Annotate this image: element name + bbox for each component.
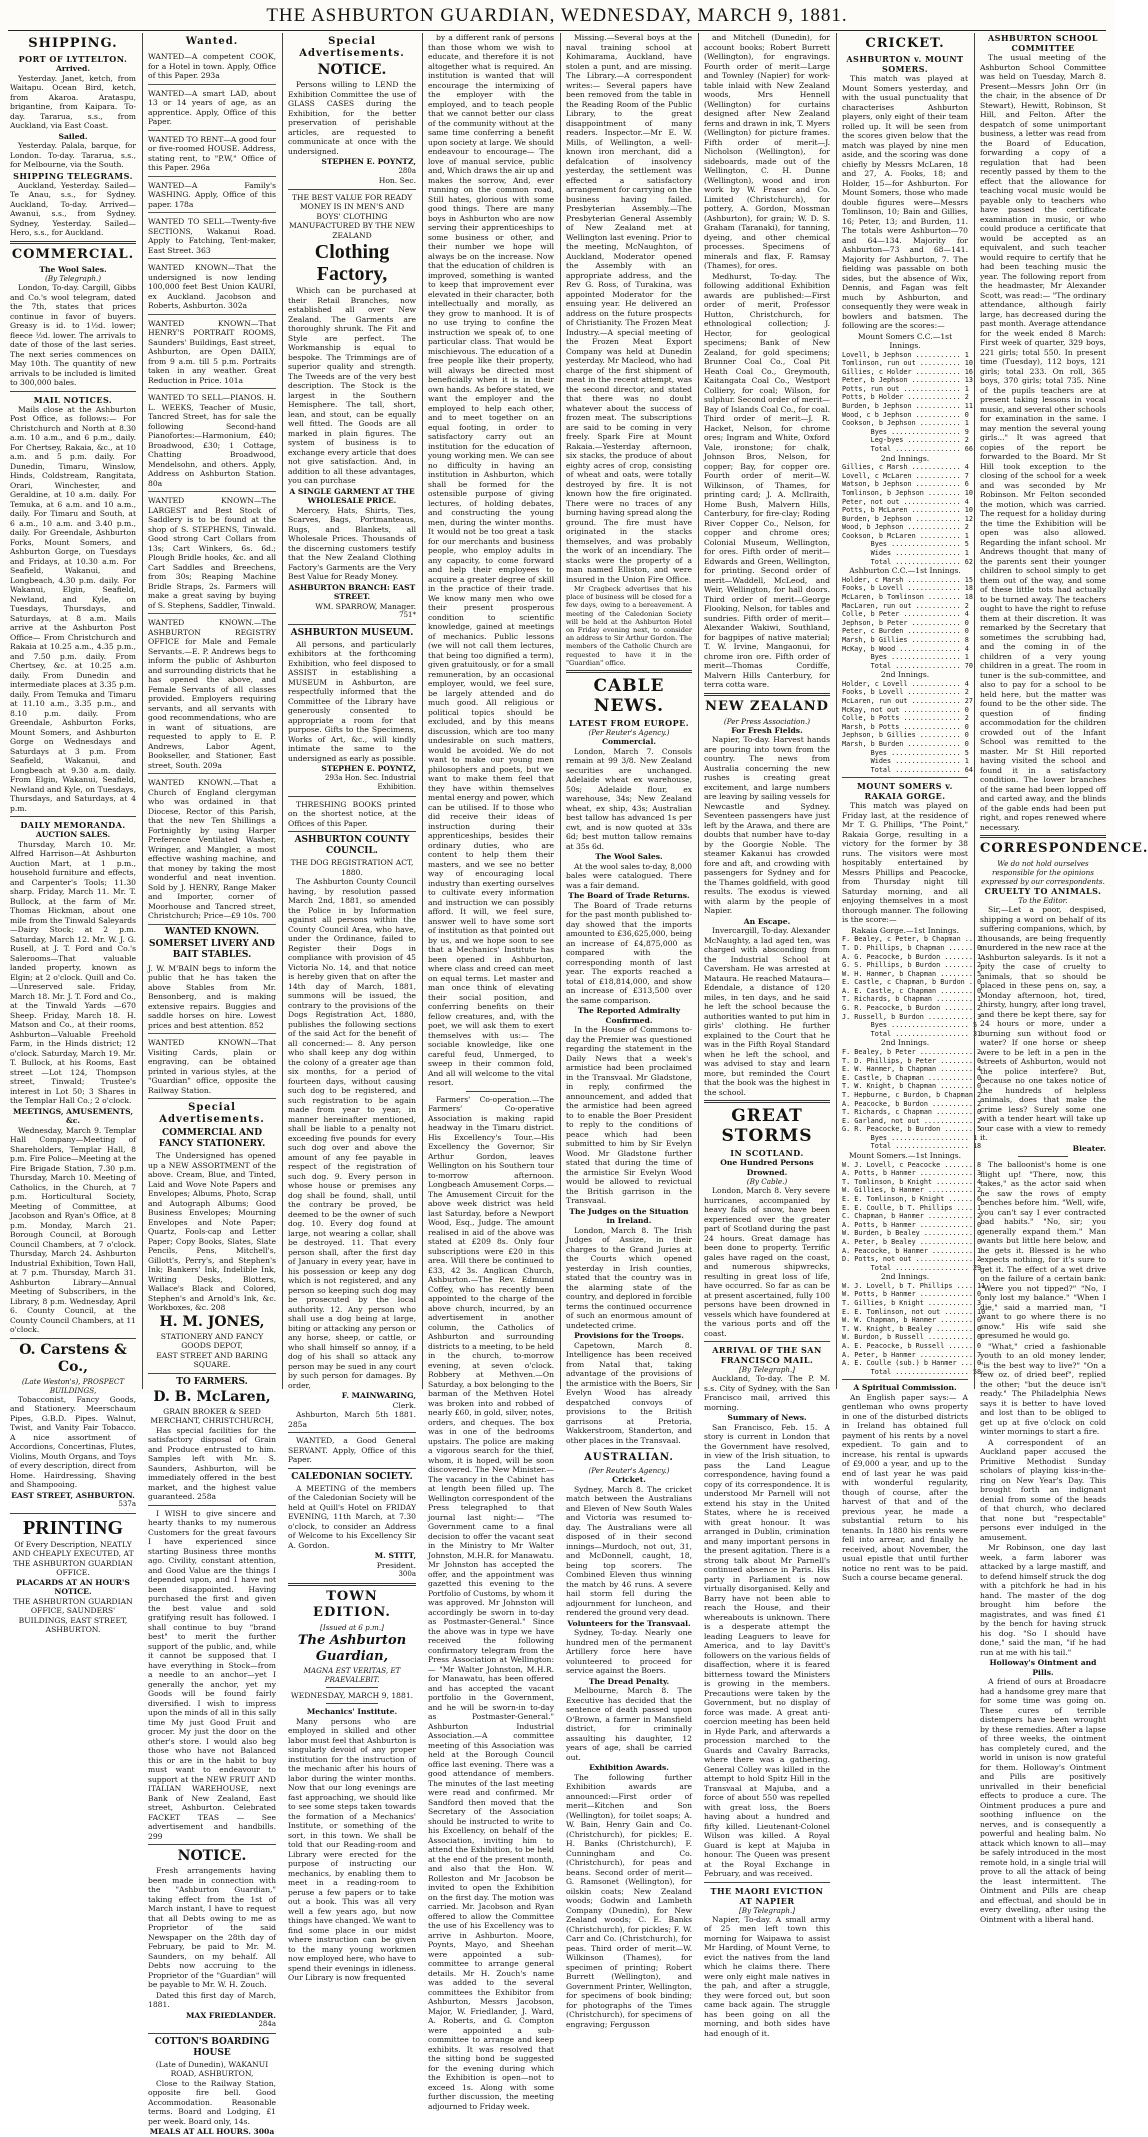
armistice-heading: The Reported Admiralty Confirmed. (577, 1006, 681, 1025)
masthead: THE ASHBURTON GUARDIAN, WEDNESDAY, MARCH 9, 1881. (266, 5, 848, 26)
divider (704, 693, 830, 696)
cruelty-text: Sir,—Let a poor, despised, shipping a word on behalf of its suffering companions, which, by thousands, are being frequently murdered in the new race at the Ashburton saleyards. Is it not a pity the case of cruelty to animals, that so should be placed in these pens on, say, a Monday afternoon, hot, tired, thirsty, hungry, after long travel, and there be kept there, say for 24 hours or more, under a burning sun without food or water? If one horse or sheep were to be left in a pen in the streets of Ashburton, would not the police interfere? But, because no one takes notice of the hundreds of helpless animals, does that make the crime less? Surely some one with a tender heart will take up our case with a view to remedy it. (980, 905, 1106, 1142)
divider (604, 1448, 654, 1449)
stationery-title: COMMERCIAL AND FANCY STATIONERY. (158, 1128, 266, 1149)
divider (842, 1379, 968, 1380)
clothing-factory-text: Which can be purchased at their Retail Branches, now established all over New Zealand. The Garments are thoroughly shrunk. The Fit and Style are perfect. The Workmanship is equal to bespoke. The Trimmings are of superior quality and strength. The Tweeds are of the very best description. The Stock is the largest in the Southern Hemisphere. The tall, short, lean, and stout, can be equally well fitted. The Goods are all marked in plain figures. The system of business is to exchange every article that does not give satisfaction. And, in addition to all these advantages, you can purchase (288, 286, 416, 485)
county-council-sub: THE DOG REGISTRATION ACT, 1880. (290, 858, 414, 877)
paper-title: The Ashburton Guardian, (297, 1632, 407, 1664)
meetings-heading: MEETINGS, AMUSEMENTS, &c. (13, 1106, 133, 1125)
notice-text: Fresh arrangements having been made in connection with the "Ashburton Guardian," taking effect from the 1st of March instant, I have to request that all Debts owing to me as Proprietor of the said Newspaper on the 28th day of February, be paid to Mr. M. Saunders, on my behalf. All Debts now accruing to the Proprietor of the "Guardian" will be payable to Mr. W. H. Zouch. (148, 1866, 276, 1989)
commercial-heading: COMMERCIAL. (11, 246, 135, 262)
caledonian-text: A MEETING of the members of the Caledonian Society will be held at Quill's Hotel on FRIDAY EVENING, 11th March, at 7.30 o'clock, to consider an Address of Welcome to his Excellency Sir A. Gordon. (288, 1483, 416, 1550)
paper-date: WEDNESDAY, MARCH 9, 1881. (290, 1690, 414, 1700)
mail-arrival-text: Auckland, To-day. The P. M. s.s. City of Sydney, with the San Francisco mail, arrived this morning. (704, 1374, 830, 1412)
fresh-fields-heading: For Fresh Fields. (731, 725, 803, 735)
classified-ad: WANTED KNOWN.—That a Church of England clergyman who was ordained in that Diocese, Rector of this Parish, that the new Ten Shillings a Fortnightly by using Harper Preference Ventilated Washer, Wringer, and Mangler, a most effective washing machine, and that money by taking the most wonderful and neat invention. Sold by J. HENRY, Range Maker and Importer, corner of Moorhouse and Tancred street, Christchurch; Price—£9 10s. 700 (148, 776, 276, 925)
holloway-heading: Holloway's Ointment and Pills. (989, 1658, 1097, 1677)
divider (326, 1703, 377, 1704)
glass-cases-signature: STEPHEN E. POYNTZ, (321, 157, 416, 166)
column-rule (698, 33, 699, 1389)
hats-text: Mercery, Hats, Shirts, Ties, Scarves, Bags, Portmanteaus, Rugs, and Blankets, all Wholesale Prices. Thousands of the discerning customers testify that the New Zealand Clothing Factory's Garments are the Very Best Value for Ready Money. (288, 505, 416, 581)
cable-wool-heading: The Wool Sales. (595, 852, 663, 862)
cable-commercial-heading: Commercial. (602, 737, 656, 747)
wool-sub: (By Telegraph.) (44, 274, 102, 283)
auction-heading: AUCTION SALES. (35, 830, 111, 839)
classified-ad: WANTED TO SELL—Twenty-five SECTIONS, Wakanui Road. Apply to Fatching, Tent-maker, East Street. 363 (148, 215, 276, 259)
miscellany-text: Mr Robinson, one day last week, a farm laborer was attacked by a large mastiff, and to defend himself struck the dog with a pitchfork he had in his hand. The master of the dog brought him before the magistrates, and was fined £1 by the bench for having struck his dog. "So I should have done," said the man, "if he had run at me with his tail." (980, 1543, 1106, 1657)
shipping-heading: SHIPPING. (28, 36, 118, 51)
divider (288, 796, 416, 797)
classified-ad: WANTED KNOWN.—The ASHBURTON REGISTRY OFFICE for Male and Female Servants.—E. P. Andrews begs to inform the public of Ashburton and surrounding districts that he has opened the above, and Female Servants of all classes provided. Employers requiring servants, and all servants with good recommendations, who are in want of situations, are requested to apply to E. P. Andrews, Labor Agent, Bookseller, and Stationer, East street, South. 209a (148, 616, 276, 774)
classified-ad: WANTED—A Family's WASHING. Apply, Office of this paper. 178a (148, 179, 276, 214)
glass-cases-role: Hon. Sec. (378, 176, 416, 185)
divider (1018, 1156, 1068, 1157)
glass-cases-number: 280a (398, 166, 416, 175)
cable-news-heading: CABLE NEWS. (593, 676, 665, 717)
australian-heading: AUSTRALIAN. (584, 1452, 674, 1464)
scorecard: W. J. Lovell, c Peacocke ....... 8 A. Potts, b Hanmer ............. 3 T. Tomlinson, b Knight ......... 4 W. Gillies, b Hanmer ........... 2 E. E. Tomlinson, b Knight ...... 6 E. E. Coulle, b T. Phillips .... 1 C. Chapman, b Hanmer ........... 2 A. Potts, b Hanmer ............. 0 W. Burden, b Bealey ............ 0 A. Peter, b Bealey ............. 0 A. Peacocke, b Hanmer .......... 1 D. Potts, not out .............. 2 Total .................. 29 (842, 1160, 982, 1272)
notice-title: NOTICE. (177, 1848, 247, 1864)
meetings-text: Wednesday, March 9. Templar Hall Company—Meeting of Shareholders, Templar Hall, 8 p.m. Fire Police—Meeting at the Fire Brigade Station, 7.30 p.m. Thursday, March 10. Meeting of Catholics, in the Church, at 7 p.m. Horticultural Society, Meeting of Committee, at Jacobson and Ryan's Office, at 8 p.m. Monday, March 21. Borough Council, at Borough Council Chambers, at 7 o'clock. Thursday, March 24. Ashburton Industrial Exhibition, Town Hall, at 7 p.m. Thursday, March 31. Ashburton Library—Annual Meeting of Subscribers, in the Library, 8 p.m. Wednesday, April 6. County Council, at the County Council Chambers, at 11 o'clock. (10, 1125, 136, 1334)
printing-text: Of Every Description, NEATLY AND CHEAPLY EXECUTED, AT THE ASHBURTON GUARDIAN OFFICE. (12, 1539, 134, 1577)
scorecard: Holder, c Lovell ............ 4 Fooks, b Lovell ............. 2 McLaren, run out ............ 27 McKay, not out .............. 0 Colle, b Potts .............. 2 Marsh, b Potts .............. 0 Jephson, b Gillies .......... 0 Marsh, b Burden ............. 0 Byes ................. 5 Wides ................ 1 Total ................ 64 (842, 679, 973, 774)
divider (10, 391, 136, 392)
museum-title: ASHBURTON MUSEUM. (290, 627, 414, 638)
wool-text: London, To-day. Cargill, Gibbs and Co.'s wool telegram, dated the 7th, states that prices continue in favor of buyers. Greasy is id. to 1½d. lower; fleece ½d. lower. The arrivals to date of those of the last series. The next series commences on May 10th. The quantity of new arrivals to be included is limited to 300,000 bales. (10, 283, 136, 387)
sailed-text: Yesterday. Palala, barque, for London. To-day. Tararua, s.s., for Melbourne, via the South. (10, 141, 136, 169)
scorecard: Holder, c Marsh ............. 15 Fooks, b Lovell ............. 18 McLaren, b Tomlinson ........ 18 MacLaren, run out ........... 2 Colle, b Peter .............. 4 Jephson, b Peter ............ 0 Peter, c Burden ............. 0 Marsh, b Gillies ............ 8 McKay, b Wood ............... 4 Byes ................. 1 Total ................ 70 (842, 575, 973, 670)
match-2-heading: MOUNT SOMERS v. RAKAIA GORGE. (857, 781, 953, 802)
scorecard: F. Bealey, b Peter ............. 2 T. D. Phillips, b Peter ........ 0 E. W. Hanmer, b Chapman ........ 4 E. Castle, b Chapman ........... 0 T. W. Knight, b Chapman ........ 0 T. Hepburne, c Burdon, b Chapman 2 A. Peacocke, b Burdon .......... 2 T. Richards, c Chapman ......... 0 E. Garland, not out ............ 2 G. R. Peacocke, b Burdon ....... 5 Byes ................... 1 Total .................. 18 (842, 1047, 982, 1151)
county-council-title: ASHBURTON COUNTY COUNCIL. (294, 835, 410, 856)
column-rule (142, 33, 143, 1389)
county-council-text: The Ashburton County Council having, by resolution passed March 2nd, 1881, so amended the Police in by Information against all persons within the County Council Area, who have, under the Ordinance, failed to Register their Dogs in compliance with provision of 45 Victoria No. 14, and that notice is hereby given that on after the 14th day of March, 1881, summons will be issued, the contrary to the provisions of the Dogs Registration Act, 1880, publishes the following sections of the said Act for the benefit of all concerned:— 8. Any person who shall keep any dog within the colony of a greater age than six months, for a period of fourteen days, without causing such dog to be registered, and such registration to be again made from year to year, in manner hereinafter mentioned, shall be liable to a penalty not exceeding five pounds for every such dog over and above the amount of any fee payable in respect of the registration of such dog. 9. Every person in whose house or premises any dog shall be found, shall, until the contrary be proved, be deemed to be the owner of such dog. 10. Every dog found at large, not wearing a collar, shall be destroyed. 11. That every person shall, after the first day of January in every year, have in his possession or keep any dog which is not registered, and any person so keeping such dog may be prosecuted by the local authority. 12. Any person who shall use a dog being at large, biting or attacking any person or any horse, sheep, or cattle, or who shall himself so annoy, if a dog of his shall so attack any person may be sued in any court by such person for damages. By order, (288, 877, 416, 1390)
escape-heading: An Escape. (743, 916, 791, 926)
caledonian-title: CALEDONIAN SOCIETY. (291, 1471, 413, 1482)
cable-agency: (Per Reuter's Agency.) (588, 728, 670, 738)
editorial-text: by a different rank of persons than those whom we wish to educate, and therefore it is not altogether what is required. An institution is wanted that will encourage the intermixing of the employer with the employed, and to teach people that we cannot better our class of the community without at the same time conferring a benefit upon society at large. We should endeavour to encourage— The love of manual service, public and, Which draws the air up and makes the sorrow, And, ever running on the common road, Still hates, glorious with some good things. There are many boys in Ashburton who are now serving their apprenticeships to some business or other, and their number we hope will always be on the increase. Now that the education of children is improved, something is wanted to keep that improvement ever elevated in their character, both intellectually and morally, as they grow to manhood. It is of no use trying to confine the instruction we speak of, to one particular class. That would be mischievous. The education of a free people like their property, will always be directed most beneficially when it is in their own hands. As before stated, we want the employer and the employed to help each other, and to meet together on an equal footing, in order to satisfactory carry out an institution for the education of young working men. We can see no difficulty in having an institution in Ashburton, which shall be formed for the ostensible purpose of giving lectures, of holding debates, and constructing the young men, during the winter months. It would not be too great a task for our merchants and business people, who employ adults in any capacity, to come forward and help their employees to acquire a greater degree of skill in the practice of their trade. We know many men who owe their present prosperous condition to scientific knowledge, gained at meetings of mechanics. Public lessons (we will not call them lectures, that being too dignified a term), given gratuitously, or for a small remuneration, by an occasional employer, would, we feel sure, be largely attended and do much good. All religious or political topics should be excluded, and by this means discussion, which are too many undesirable on such matters, would be avoided. We do not want to make our young men philosophers and poets, but we want to make them feel that they have within themselves mental energy and power, which can be utilised. If to those who did receive their ideas of instruction during their apprenticeships, besides their ordinary duties, who are content to help them their masters, and we see no better way of encouraging local industry than exerting ourselves to cultivate every information and instruction we can possibly afford. It will, we feel sure, answer well to have some sort of institution as that pointed out by us, and we hope soon to see that a Mechanics' Institute has been opened in Ashburton, where class and creed can meet on equal terms. Let master and man once think of elevating their social position, and conferring benefits on their fellow creatures, and, with the poet, we will ask them to exert themselves with us:— The sociable knowledge, like one careful feud, Unmerged, to sweep in their common fold, And all will welcome to the vital resort. (428, 33, 554, 1087)
cotton-sub: (Late of Dunedin), WAKANUI ROAD, ASHBURTON, (155, 2059, 269, 2078)
divider (148, 1505, 276, 1506)
correspondence-heading: CORRESPONDENCE. (980, 841, 1148, 856)
jones-title: H. M. JONES, (159, 1313, 265, 1330)
escape-text: Invercargill, To-day. Alexander McNaughty, a lad aged ten, was charged with absconding from the Industrial School at Caversham. He was arrested at Mataura. He reached Mataura—Edendale, a distance of 120 miles, in ten days, and he said he left the school because the authorities wanted to put him in girls' clothing. He further explained to the Court that he was in the Fifth Royal Standard when he left the school, and was advised to stay and learn more, but reminded the Court that the book was the highest in the school. (704, 926, 830, 1097)
great-storms-sub: IN SCOTLAND. (730, 1148, 804, 1158)
glass-cases-notice-title: NOTICE. (317, 62, 387, 78)
drowned-agency: (By Cable.) (746, 1177, 788, 1186)
county-council-signature: F. MAINWARING, (341, 1391, 416, 1400)
placards-notice: PLACARDS AT AN HOUR'S NOTICE. (16, 1577, 130, 1596)
spiritual-heading: A Spiritual Commission. (853, 1383, 957, 1393)
institute-text: Many persons who are employed in skilled and other labor must feel that Ashburton is singularly devoid of any proper institution for the instruction of the mechanic after his hours of labor during the winter months. Now that our long evenings are fast approaching, we should like to see some steps taken towards the formation of a Mechanics' Institute, or something of the sort, in this town. We shall be told that our Reading-room and Library were erected for the purpose of instructing our mechanics, by enabling them to meet in a reading-room to peruse a few papers or to take out a book. This was all very well a few years ago, but now things have changed. We want to find some place in our midst where instruction can be given to the many young workmen now employed here, who have to spend their evenings in idleness. Our Library is now frequented (288, 1716, 416, 1982)
local-news-text: Missing.—Several boys at the naval training school at Kohimarama, Auckland, have stolen a punt, and are missing. The Library.—A correspondent writes:— Several papers have been removed from the table in the Reading Room of the Public Library, to the great disappointment of many readers. Inspector.—Mr E. W. Mills, of Wellington, a well-known iron merchant, did a defalcation of insolvency yesterday, the settlement was effected a satisfactory arrangement for carrying on the business having failed. Presbyterian Assembly.—The Presbyterian General Assembly of New Zealand met at Wellington last evening. Prior to the meeting, McNaughton, of Auckland, Moderator opened the Assembly with an appropriate address, and the Rev G. Ross, of Turakina, was appointed Moderator for the ensuing year. He delivered an address on the future prospects of Christianity. The Frozen Meat Industry.—A special meeting of the Frozen Meat Export Company was held at Dunedin yesterday. Mr Macleod, who had charge of the first shipment of meat in the recent attempt, was the second director, and stated that there was no doubt whatever about the success of frozen meat. The subscriptions are said to be coming in very freely. Spark Fire at Mount Rakaia.—Yesterday afternoon, six stacks, the produce of about eighty acres of crop, consisting of wheat and oats, were totally destroyed by fire. It is not known how the fire originated. There were no traces of any burning having spread along the ground. The fire must have originated in the stacks themselves, and was probably the work of an incendiary. The stacks were the property of a man named Elliston, and were insured in the Union Fire Office. (566, 33, 692, 584)
column-2 (144, 33, 280, 2136)
mclaren-title: D. B. McLaren, (153, 1388, 271, 1405)
divider (10, 1338, 136, 1339)
divider (288, 1432, 416, 1433)
arrived-text: Yesterday. Janet, ketch, from Waitapu. Ocean Bird, ketch, from Akaroa. Arataspu, brigantine, from Kaipara. To-day. Tararua, s.s., from Auckland, via East Coast. (10, 73, 136, 130)
divider (10, 241, 136, 244)
sailed-heading: Sailed. (58, 131, 88, 141)
match-2-text: This match was played on Friday last, at the residence of Mr T. G. Phillips, "The Point," Rakaia Gorge, resulting in a victory for the former by 38 runs. The visitors were most hospitably entertained by Messrs Phillips and Peacocke, from Thursday night till Saturday morning, and all enjoying themselves in a most thorough manner. The following is the score:— (842, 801, 968, 925)
classified-ad-title: WANTED KNOWN. (164, 926, 260, 937)
innings-heading: 2nd Innings. (880, 1272, 930, 1282)
divider (288, 189, 416, 190)
column-5 (562, 33, 696, 2029)
irish-judges-heading: The Judges on the Situation in Ireland. (569, 1206, 689, 1226)
classified-ad: WANTED KNOWN—That HENRY'S PORTRAIT ROOMS, Saunders' Buildings, East street, Ashburton, are Open DAILY, from 9 a.m. till 5 p.m. Portraits taken in any weather. Great Reduction in Price. 101a (148, 317, 276, 390)
mail-arrival-agency: [By Telegraph.] (738, 1365, 796, 1374)
awards-text: The following further Exhibition awards are announced:—First order of merit—Kitchen and Son (Wellington), for toilet soaps; A. W. Bain, Henry Gain and Co. (Christchurch), for pickles; E. H. Banks (Christchurch), F. Cunningham and Co. (Christchurch), for peas and beans. Second order of merit—G. Ramsonet (Wellington), for oilskin coats; New Zealand woods; Godwin and Lambeth Company (Dunedin), for New Zealand woods; C. E. Banks (Christchurch), for pickles; F. W. Carr and Co. (Christchurch), for peas. Third order of merit—W. Wilkinson (Thames), for specimen of printing; Robert Burrett (Wellington), and Government Printer, Wellington, for specimens of book binding; for photographs of the Times (Christchurch), for specimens of engraving; Fergusson (566, 1772, 692, 2029)
carstens-sub: (Late Weston's), PROSPECT BUILDINGS, (21, 1376, 125, 1395)
auction-text: Thursday, March 10. Mr. Alfred Harrison—At Ashburton Auction Mart, at 1 p.m., household furniture and effects, and Carpenter's Tools; 11.30 sharp. Friday, March 11. Mr. T. Bullock, at the farm of Mr. Thomas Hickman, about one mile from the Tinwald Saleyards—Dairy Stock; at 2 p.m. Saturday, March 12. Mr. W. J. G. Rusell, at J. T. Ford and Co.'s Salerooms—That valuable landed property, known as Elgin; at 2 o'clock. Quill and Co.—Unreserved sale. Friday, March 18. Mr. J. T. Ford and Co., at the Tinwald Yards —670 Sheep. Friday, March 18. H. Matson and Co., at their rooms, Ashburton—Valuable Freehold Farm, in the Hinds district; 12 o'clock. Saturday, March 19. Mr. T. Bullock, at his Rooms, East street —Lot 124, Thompson street, Tinwald; Trustee's interest in Lot 50; 3 Shares in the Templar Hall Co.; 2 o'clock. (10, 839, 136, 1105)
school-committee-text: The usual meeting of the Ashburton School Committee was held on Tuesday, March 8. Present—Messrs John Orr (in the chair, in the absence of Dr Stewart), Hewitt, Robinson, St Hill, and Felton. After the despatch of some unimportant business, a letter was read from the Board of Education, forwarding a copy of a regulation that had been recently passed by them to the effect that the allowance for teaching vocal music would be payable only to teachers who have passed the certificate examination in music, or who could produce a certificate that would be accepted as an equivalent, and such teacher would require to certify that he had been teaching music the year. The following report from the headmaster, Mr Alexander Scott, was read:— "The ordinary attendance, although fairly large, has decreased during the past month. Average attendance for the week ended 8 March: First week of quarter, 329 boys, 221 girls; total 550. In present time (Tuesday), 112 boys, 121 girls; total 233. On roll, 365 boys, 370 girls; total 735. Nine of the pupils teachers are at present taking lessons in vocal music, and several other schools for examination in the same. I may mention the several young girls..." It was agreed that copies of the report be forwarded to the Board. Mr St Hill took exception to the closing of the school for a week and was seconded by Mr Robinson. Mr Felton seconded the motion, which was carried. The request for a holiday during the time the Exhibition will be open was also allowed. Regarding the infant school. Mr Andrews thought that many of the parents sent their younger children to school simply to get them out of the way, and some of these little tots had actually to be turned away. The teachers ought to have the right to refuse them at their discretion. It was remarked by the Secretary that sometimes the scrubbing had, and the coming in of the children of a very young children in a great. The room in tuner is the sub-committee, and also to pay for a school to be held here, but the matter was found to be the other side. The question of finding accommodation for the children crowded out of the Infant School was remitted to the master. Mr St Hill reported having visited the school and found it in a satisfactory condition. The lower branches of the same had been lopped off and carted away, and the blinds of the gable ends had been put right, and ropes renewed where necessary. (980, 53, 1106, 832)
divider (466, 1091, 516, 1092)
local-news-text: Farmers' Co-operation.—The Farmers' Co-operative Association is making rapid headway in the Timaru district. His Excellency's Tour.—His Excellency the Governor, Sir Arthur Gordon, leaves Wellington on his Southern tour to-morrow afternoon. Longbeach Amusement Corps.—The Amusement Circuit for the above week district was held last Saturday, before a Newport Wood, Esq., Judge. The amount realised in aid of the above was stated at £209 8s. Only four subscriptions were £20 in this area. Will there be continued to £33, 42 3s. Anglican Church, Ashburton.—The Rev. Edmund Coffey, who has recently been appointed to the charge of the above church, incurred, by an advertisement in another column, the Catholics of Ashburton and surrounding districts to a meeting, to be held in the church, to-morrow evening, at seven o'clock. Robbery at Methven.—On Saturday, a box belonging to the barman of the Methven Hotel was broken into and robbed of nearly £60, in gold, silver, notes, orders, and cheques. The box was in one of the bedrooms upstairs. The police are making a vigorous search for the thief, whom, it is hoped, will be soon discovered. The New Minister.—The vacancy in the Cabinet has at length been filled up. The Wellington correspondent of the Press telegraphed to that journal last night:— "The Government came to a final decision to offer the vacant seat in the Ministry to Mr Walter Johnston, M.H.R. for Manawatu. Mr Johnston has accepted the offer, and the appointment was gazetted this evening to the Portfolio of Customs, by whom it was approved. Mr Johnston will accordingly be sworn in to-day as Postmaster-General." Since the above was in type we have received the following confirmatory telegram from the Press Association at Wellington:— "Mr Walter Johnston, M.H.R. for Manawatu, has been offered and has accepted the vacant portfolio in the Government, and he will be sworn-in to-day as Postmaster-General." Ashburton Industrial Association.—A committee meeting of this Association was held at the Borough Council office last evening. There was a good attendance of members. The minutes of the last meeting were read and confirmed. Mr Sandford then moved that the Secretary of the Association should be instructed to write to his Excellency, on behalf of the Association, inviting him to attend the Exhibition, to be held at the end of the present month, and also that the Hon. W. Rolleston and Mr Jacobson be invited to open the Exhibition on the first day. The motion was carried. Mr. Jacobson and Ryan offered to allow the Committee the use of his Excellency was to arrive in Ashburton. Moore, Poynts, Mayo, and Sheehan were appointed a sub-committee to arrange general details. Mr H. Zouch's name was added to the several committees the Exhibitor from Ashburton, Messrs Jacobson, Major, W. Friedlander, J. Ward, A. Roberts, and G. Compton were appointed a sub-committee to arrange and keep exhibits. It was resolved that the sitting bond be suggested for the evening during which the Exhibition is open—not to exceed 1s. Along with some further discussion, the meeting adjourned to Friday week. (428, 1094, 554, 2111)
board-of-trade-heading: The Board of Trade Returns. (568, 891, 690, 901)
miscellany-text: The balloonist's home is one flight up! "There, now, this takes," as the actor said when he saw the rows of empty benches before him. "Well, wife, you can't say I ever contracted bad habits." "No, sir; you generally expand them." Man wants but little here below, and he gets it. Blessed is he who expects nothing, for it's sure to get it. The effect of a wet drive on the failure of a certain bank: "Were you not tipped?" "No, I only lost my balance." "When I die," said a married man, "I want to go where there is no snow." His wife said she presumed he would go. (980, 1160, 1106, 1340)
divider (566, 670, 692, 673)
innings-heading: Mount Somers.—1st Innings. (848, 1151, 962, 1161)
summary-text: San Francisco, Feb. 15. A story is current in London that the Government have resolved, in view of the Irish situation, to pass the Land League correspondence, having found a copy of its correspondence. It is understood Mr Parnell will not extend his stay in the United States, where he is received with great honour. It was arranged in Dublin, crimination and many important persons in the present agitation. There is a strong talk about Mr Parnell's continued absence in Paris. His party in Parliament is now virtually disorganised. Kelly and Barry have not been able to reach the House, and their whereabouts is unknown. There is a desperate attempt the leading Leaguers to leave for America, and to lay Davitt's followers on the various fields of disaffection, where it is feared bitterness toward the Ministers is growing in the members. Precautions were taken by the Government, but no display of force was made. A great anti-coercion meeting has been held in Hyde Park, and afterwards a procession marched to the Guards and Cavalry Barracks, where there was a gathering. General Colley was killed in the attempt to hold Spitz Hill in the Transvaal at Majuba, and a force of about 550 was repelled with great loss, the Boers having about a hundred and fifty killed. Lieutenant-Colonel Wilson was killed. A Royal Guard is kept at Majuba in honour. The Queen was present at the Royal Exchange in February, and was received. (704, 1422, 830, 1878)
clothing-factory-title: Clothing Factory, (314, 241, 390, 285)
holloway-text: A friend of ours at Broadacre had a handsome grey mare that for some time was going on. These cures of terrible distempers have been wrought by these remedies. After a lapse of three weeks, the ointment has completely cured, and the world in unison is now grateful for them. Holloway's Ointment and Pills are positively unrivalled in their beneficial effects to produce a cure. The Ointment produces a pure and soothing influence on the nerves, and is consequently a powerful and healing balm. No attack which known to all—may be safely introduced in the most remote hold, in a single trial will prove to all the attack of being the least intermittent. The Ointment and Pills are cheap and effectual, and should be in every dwelling, after using the Ointment with a liberal hand. (980, 1677, 1106, 1924)
divider (980, 835, 1106, 838)
innings-heading: 2nd Innings. (880, 1038, 930, 1048)
jones-address: EAST STREET AND BARING SQUARE. (156, 1350, 268, 1369)
scorecard: Gillies, c Marsh ............ 4 Lovell, c McLaren ........... 7 Watson, b Jephson ........... 6 Tomlinson, b Jephson ........ 10 Peter, not out .............. 4 Potts, b McLaren ............ 10 Burden, b Jephson ........... 12 Wood, b Jephson ............. 2 Cookson, b McLaren .......... 1 Byes ................. 5 Wides ................ 1 Total ................ 62 (842, 463, 973, 566)
shipping-telegrams-heading: SHIPPING TELEGRAMS. (13, 170, 133, 181)
irish-judges-text: London, March 8. The Irish Judges of Assize, in their charges to the Grand Juries at the Courts which opened yesterday in Irish counties, stated that the country was in the alarming state of the country, and deplored in forcible terms the continued occurrence of such an enormous amount of undetected crime. (566, 1225, 692, 1330)
classified-ad: J. W. M'BAIN begs to inform the public that he has taken the above Stables from Mr. Bensonberg, and is making extensive repairs. Buggies and saddle horses on hire. Lowest prices and best attention. 852 (148, 962, 276, 1035)
shipping-telegrams-text: Auckland, Yesterday. Sailed—Te Anau, s.s., for Sydney. Auckland, To-day. Arrived—Awanui, s.s., from Sydney. Sydney, Yesterday. Sailed—Hero, s.s., for Auckland. (10, 180, 136, 237)
column-3 (284, 33, 420, 1982)
column-rule (422, 33, 423, 1389)
divider (704, 1100, 830, 1103)
fresh-fields-text: Napier, To-day. Harvest hands are pouring into town from the country. The news from Australia concerning the new rushes is creating great excitement, and large numbers are leaving by sailing vessels for Newcastle and Sydney. Seventeen passengers have just left by the Arawa, and there are doubts that number have to-day by the Goorgie Noble. The steamer Kakanui has crowded fore and aft, and crowding with passengers for Sydney and for the Thames goldfield, with good results. The exodus is viewed with alarm by the people of Napier. (704, 735, 830, 915)
paper-motto: MAGNA EST VERITAS, ET PRAEVALEBIT. (303, 1665, 401, 1684)
column-rule (560, 33, 561, 1389)
divider (326, 1687, 377, 1688)
aus-cricket-heading: Cricket. (612, 1475, 646, 1485)
armistice-text: In the House of Commons to-day the Premier was questioned regarding the statement in the Daily News that a week's armistice had been proclaimed in the Transvaal. Mr Gladstone, in reply, confirmed the announcement, and added that the armistice had been agreed to to enable the Boer President to reply to the conditions of peace which had been submitted to him by Sir Evelyn Wood. Mr Gladstone further stated that during the time of the armistice Sir Evelyn Wood would be allowed to revictual the British garrison in the Transvaal. (566, 1025, 692, 1206)
divider (704, 1341, 830, 1342)
divider (148, 1844, 276, 1845)
scorecard: F. Bealey, c Peter, b Chapman .. 1 T. D. Phillips, b Chapman ...... 0 A. G. Peacocke, b Burdon ....... 1 G. S. Phillips, b Burdon ....... 2 W. H. Hanmer, b Chapman ........ 5 E. Castle, c Chapman, b Burdon . 0 A. E. Castle, c Chapman ........ 0 T. Richards, b Chapman ......... 1 G. R. Peacocke, b Burdon ....... 2 J. Russell, b Burdon ........... 3 Byes ................... 5 Total .................. 31 (842, 935, 982, 1038)
stationery-text: The Undersigned has opened up a NEW ASSORTMENT of the above. Cream, Blue, and Tinted, Laid and Wove Note Papers and Envelopes; Albums, Photo, Scrap and Autograph Albums; Good Business Envelopes; Mourning Envelopes and Note Paper; Quartz, Fools-cap and Letter Paper; Copy Books, Slates, Slate Pencils, Pens, Mitchell's, Gillott's, Perry's, and Stephen's Ink; Bankers' Ink, Indelible Ink, Writing Desks, Blotters, Wallace's Black and Colored, Stephen's and Arnold's Ink, &c. Workboxes, &c. 208 (148, 1151, 276, 1312)
farmers-title: TO FARMERS. (176, 1376, 248, 1387)
correspondence-note: We do not hold ourselves responsible for the opinions expressed by our correspondents. (981, 859, 1105, 886)
aus-cricket-text: Sydney, March 8. The cricket match between the Australians and Eleven of New South Wales and Victoria was resumed to-day. The Australians were all disposed of in their second innings—Murdoch, not out, 31, and McDonnell, caught, 18, being top scorers. The Combined Eleven thus winning the match by 46 runs. A severe hail storm fell during the adjournment for luncheon, and rendered the ground very dead. (566, 1484, 692, 1618)
best-value-text: THE BEST VALUE FOR READY MONEY IS IN MEN'S AND BOYS' CLOTHING MANUFACTURED BY THE NEW ZEALAND (289, 192, 415, 240)
carstens-number: 537a (118, 1500, 136, 1508)
cotton-text: Close to the Railway Station, opposite fire bell. Good Accommodation. Reasonable terms. Board and Lodging, £1 per week. Board only, 14s. (148, 2078, 276, 2126)
port-heading: PORT OF LYTTELTON. (18, 54, 128, 64)
new-zealand-heading: NEW ZEALAND (705, 698, 829, 714)
office-address: THE ASHBURTON GUARDIAN OFFICE, SAUNDERS' BUILDINGS, EAST STREET, ASHBURTON. (13, 1596, 133, 1634)
scorecard: Lovell, b Jephson ........... 1 Tomlinson, run out .......... 10 Gillies, c Holder ........... 16 Peter, b Jephson ............ 13 Potts, run out .............. 1 Potts, b Holder ............. 2 Burden, b Jephson ........... 11 Wood, c b Jephson ........... 0 Cookson, b Jephson .......... 1 Byes ................. 9 Leg-byes ............. 2 Total ................ 66 (842, 350, 973, 454)
awards-additional: Medhurst, To-day. The following additional Exhibition awards are published:—First order of merit, Professor Hutton, Christchurch, for ethnological collection; J. Hector, for geological specimens; Bank of New Zealand, for gold specimens; Brunner Coal Co., Coal Pit Heath Coal Co., Greymouth, Kaitangata Coal Co., Westport Colliery, for coal; Wilson, for sulphur. Second order of merit—Bay of Islands Coal Co., for coal. Third order of merit—J. R. Hacket, Nelson, for chrome ores; Ingram and White, Oxford Vale, ironstone; for chalk, Johnson Bros, Nelson, for copper; Bay, for copper ore. Fourth order of merit—W. Wilkinson, of Thames, for printing card; J. A. McIlraith, Home Bush, Malvern Hills, Canterbury, for fire-clay; Roding River Copper Co., Nelson, for copper and chrome ores; Colonial Museum, Wellington, for ores. Fifth order of merit—Edwards and Green, Wellington, for printing. Second order of merit—Waddell, McLeod, and Weir, Wellington, for hall doors. Third order of merit—George Flooking, Nelson, for tables and sundries. Fifth order of merit—Alexander Wakiwi, Southland, for bagpipes of native material; T. W. Irvine, Mangaonui, for chrome iron ore. Fifth order of merit—Thomas Cordiffe, Malvern Hills Canterbury, for terra cotta ware. (704, 271, 830, 689)
miscellany-text: A correspondent of an Auckland paper accused the Primitive Methodist Sunday scholars of playing kiss-in-the-ring on New Year's Day. This brought forth an indignant denial from some of the heads of that church, who declared that none but "respectable" persons ever indulged in the amusement. (980, 1437, 1106, 1542)
cotton-title: COTTON'S BOARDING HOUSE (154, 2036, 270, 2058)
awards-continued: and Mitchell (Dunedin), for account books; Robert Burrett (Wellington), for engravings. Fourth order of merit—Large and Townley (Napier) for work-table inlaid with New Zealand woods, Mrs Hennell (Wellington) for curtains designed after New Zealand ferns and drawn in ink, T. Myers (Wellington) for picture frames. Fifth order of merit—J. Nicholson (Wellington), for sideboards, made out of the Wellington, C. H. Dunne (Wellington), wood and iron work by W. Fraser and Co. Limited (Christchurch), for pottery, A. Gordon, Mossman (Ashburton), for grain; W. D. S. Graham (Taranaki), for tanning, dyeing, and other chemical processes. Specimens of minerals and flax, F. Ramsay (Thames), for ores. (704, 33, 830, 270)
volunteers-heading: Volunteers for the Transvaal. (567, 1618, 691, 1628)
special-ads-heading: Special Advertisements. (299, 36, 405, 59)
classified-ad: WANTED KNOWN—That Visiting Cards, plain or engraving, can be obtained printed in various styles, at the "Guardian" office, opposite the Railway Station. (148, 1036, 276, 1099)
divider (148, 2033, 276, 2034)
carstens-text: Tobacconist, Fancy Goods, and Stationery. Meerschaum Pipes, G.B.D. Pipes. Walnut, Twist, and Vanity Fair Tobacco. A nice assortment of Accordions, Concertinas, Flutes, Violins, Mouth Organs, and Toys of every description, direct from Home. Hairdressing, Shaving and Shampooing. (10, 1394, 136, 1489)
town-edition-heading: TOWN EDITION. (313, 1588, 391, 1620)
column-rule (974, 33, 975, 1389)
penalty-heading: The Dread Penalty. (588, 1676, 670, 1686)
town-edition-sub: [Issued at 6 p.m.] (320, 1622, 384, 1632)
cricket-heading: CRICKET. (865, 36, 945, 51)
divider (288, 624, 416, 625)
innings-heading: Rakaia Gorge.—1st Innings. (850, 925, 959, 935)
wool-heading: The Wool Sales. (39, 264, 107, 274)
drowned-text: London, March 8. Very severe hurricanes, accompanied by heavy falls of snow, have been experienced over the greater part of Scotland during the past 24 hours. Great damage has been done to property. Terrific gales have raged on the coast, and numerous shipwrecks, resulting in great loss of life, have occurred. So far as can be at present ascertained, fully 100 persons have been drowned in vessels which have foundered at the various ports and off the coast. (704, 1186, 830, 1338)
awards-heading: Exhibition Awards. (589, 1763, 669, 1773)
divider (288, 831, 416, 832)
troops-text: Capetown, March 8. Intelligence has been received from Natal that, taking advantage of the provisions of the armistice with the Boers, Sir Evelyn Wood has already despatched convoys of provisions to the British garrisons at Pretoria, Wakkerstroom, Standerton, and other places in the Transvaal. (566, 1340, 692, 1445)
australian-agency: (Per Reuter's Agency.) (588, 1466, 670, 1476)
match-1-text: This match was played at Mount Somers yesterday, and with the usual punctuality that characterises Ashburton players, only eight of their team rolled up. It will be seen from the scores given below that the match was played by nine men aside, and the scoring was done chiefly by Messrs McLaren, 18 and 27, A. Fooks, 18; and Holder, 15—for Ashburton. For Mount Somers, those who made double figures were—Messrs Tomlinson, 10; Bain and Gillies, 16; Peter, 13; and Burden, 11. The totals were Ashburton—70 and 64—134. Majority for Ashburton—73 and 68—141. Majority for Ashburton, 7. The fielding was passable on both sides, but the absence of Wix, Dennis, and Fagan was felt much by Ashburton, and consequently they were weak in bowlers and batsmen. The following are the scores:— (842, 74, 968, 330)
innings-heading: Ashburton C.C.—1st Innings. (849, 566, 961, 576)
column-1 (6, 33, 140, 1634)
divider (842, 777, 968, 778)
divider (10, 1513, 136, 1514)
threshing-books: THRESHING BOOKS printed on the shortest notice, at the Offices of this Paper. (288, 799, 416, 828)
latest-from-europe: LATEST FROM EUROPE. (569, 718, 689, 729)
museum-text: All persons, and particularly exhibitors at the forthcoming Exhibition, who feel disposed to ASSIST in establishing a MUSEUM in Ashburton, are respectfully informed that the Committee of the Library have generously consented to appropriate a room for that purpose. Gifts to the Specimens, Works of Art, &c., will kindly intimate the same to the undersigned as early as possible. (288, 639, 416, 763)
caledonian-signature: M. STITT, (374, 1551, 416, 1560)
mail-text: Mails close at the Ashburton Post Office, as follows:— For Christchurch and North at 8.30 a.m. 10 a.m., and 6 p.m., daily. For Chertsey, Rakaia, &c., at 10 a.m. and 5 p.m. daily. For Dunedin, Timaru, Winslow, Hinds, Coldstream, Rangitata, Orari, Winchester, and Geraldine, at 10 a.m. daily. For Temuka, at 6 a.m. and 10 a.m., daily. For Timaru and South, at 6 a.m., 10 a.m. and 3.40 p.m., daily. For Greendale, Ashburton Forks, Mount Somers, and Ashburton Gorge, on Tuesdays and Fridays, at 10.30 a.m. For Seafield, Wakanui, and Longbeach, 4.30 p.m. daily. For Wakanui, Elgin, Seafield, Newland, and Kyle, on Tuesdays, Thursdays, and Saturdays, at 8 a.m. Mails arrive at the Ashburton Post Office— From Christchurch and Rakaia at 10.25 a.m., 4.35 p.m., and 7.50 p.m. daily. From Chertsey, &c. at 10.25 a.m. daily. From Dunedin and intermediate places at 3.35 p.m. daily. From Temuka and Timaru at 11.10 a.m., 3.35 p.m., and 8.10 p.m. daily. From Greendale, Ashburton Forks, Mount Somers, and Ashburton Gorge on Wednesdays and Saturdays at 3 p.m. From Seafield, Wakanui, and Longbeach at 9.30 a.m. daily. From Elgin, Wakanui, Seafield, Newland and Kyle, on Tuesdays, Thursdays, and Saturdays, at 4 p.m. (10, 404, 136, 813)
penalty-text: Melbourne, March 8. The Executive has decided that the sentence of death passed upon O'Brown, a farmer in Mansfield district, for criminally assaulting his daughter, 12 years of age, shall be carried out. (566, 1686, 692, 1762)
innings-heading: 2nd Innings. (880, 453, 930, 463)
arrived-heading: Arrived. (56, 64, 90, 73)
caledonian-number: 300a (398, 1570, 416, 1578)
classified-ad-title: SOMERSET LIVERY AND BAIT STABLES. (149, 938, 275, 960)
jones-sub: STATIONERY AND FANCY GOODS DEPOT, (160, 1331, 264, 1350)
masthead-rule (8, 30, 1106, 31)
branch-address: ASHBURTON BRANCH: EAST STREET. (288, 582, 416, 601)
institute-heading: Mechanics' Institute. (306, 1707, 398, 1716)
carstens-address: EAST STREET, ASHBURTON. (11, 1490, 135, 1500)
branch-signature: WM. SPARROW, Manager. (315, 601, 416, 611)
wanted-servant: WANTED, a Good General SERVANT. Apply, Office of this Paper. (288, 1436, 416, 1464)
classified-ad: WANTED TO SELL—PIANOS. H. L. WEEKS, Teacher of Music, Tancred Street, has for sale the following Second-hand Pianofortes:—Harmonium, £40; Broadwood, £30; 1 Cottage, Chatting Broadwood, Mendelsohn, and others. Apply, Address on Ashburton Station. 80a (148, 391, 276, 492)
county-council-role: Clerk. (392, 1400, 416, 1410)
volunteers-text: Sydney, To-day. Nearly one hundred men of the permanent Artillery force here have volunteered to proceed for service against the Boers. (566, 1628, 692, 1676)
innings-heading: Mount Somers C.C.—1st Innings. (857, 331, 953, 350)
troops-heading: Provisions for the Troops. (574, 1331, 684, 1341)
summary-heading: Summary of News. (727, 1413, 807, 1422)
wanted-heading: Wanted. (185, 36, 239, 47)
cruelty-to-editor: To the Editor. (1018, 896, 1068, 905)
classified-ad: WANTED KNOWN—That the undersigned is now lending 100,000 feet Best Union KAURI, ex Auckland. Jacobson and Roberts, Ashburton. 302a (148, 261, 276, 315)
small-notices: Mr Cragbeck advertises that his place of business will be closed for a few days, owing to a bereavement. A meeting of the Caledonian Society will be held at the Ashburton Hotel on Friday evening next, to consider an address to Sir Arthur Gordon. The members of the Catholic Church are requested to have it in the "Guardian" office. (566, 585, 692, 667)
board-of-trade-text: The Board of Trade returns for the past month published to-day showed that the imports amounted to £36,625,000, being an increase of £4,875,000 as compared with the corresponding month of last year. The exports reached a total of £18,814,000, and show an increase of £313,500 over the same comparison. (566, 900, 692, 1005)
classified-ad: WANTED TO RENT—A good four or five-roomed HOUSE. Address, stating rent, to "P.W," Office of this Paper. 296a (148, 133, 276, 177)
caledonian-role: President. (376, 1560, 416, 1570)
museum-signature: STEPHEN E. POYNTZ, (321, 764, 416, 773)
divider (10, 816, 136, 817)
cable-wool-text: At the wool sales to-day, 8,000 bales were catalogued. There was a fair demand. (566, 861, 692, 890)
glass-cases-notice-text: Persons willing to LEND the Exhibition Committee the use of GLASS CASES during the Exhibition, for the better preservation of perishable articles, are requested to communicate at once with the undersigned. (288, 80, 416, 156)
column-rule (282, 33, 283, 1389)
miscellany-text: "What," cried a fashionable youth to an old money lender, "is the best way to live?" "On a few oz. of dried beef", replied the other; "but the deuce isn't ready." The Philadelphia News says it is better to have loved and lost than to be obliged to get up at five o'clock on cold winter mornings to start a fire. (980, 1341, 1106, 1436)
column-8 (976, 33, 1148, 1924)
mail-heading: MAIL NOTICES. (33, 394, 113, 405)
nz-agency: (Per Press Association.) (723, 716, 811, 726)
daily-memoranda-heading: DAILY MEMORANDA. (20, 820, 126, 830)
cruelty-signature: Bleater. (1072, 1143, 1106, 1153)
drowned-heading: One Hundred Persons Drowned. (720, 1158, 814, 1177)
divider (148, 1373, 276, 1374)
classified-ad: WANTED—A competent COOK, for a Hotel in town. Apply, Office of this Paper. 293a (148, 50, 276, 85)
county-council-date: Ashburton, March 5th 1881. 285a (288, 1410, 416, 1429)
maori-eviction-heading: THE MAORI EVICTION AT NAPIER (710, 1885, 824, 1906)
special-ads-heading: Special Advertisements. (159, 1102, 265, 1125)
scorecard: W. J. Lovell, b T. Phillips .... 11 W. Potts, b Hanmer ............. 0 T. Gillies, b Knight ........... 3 E. E. Tomlinson, not out ....... 10 W. W. Chapman, b Hanmer ........ 0 T. W. Knight, b Bealey ......... 0 W. Burdon, b Russell ........... 0 A. E. Peacocke, b Russell ...... 0 A. Peter, b Hanmer ............. 7 A. E. Coulle (sub.) b Hanmer ... 0 Total .................. 58 (842, 1281, 986, 1376)
spiritual-text: An English paper says:— A gentleman who owns property in one of the disturbed districts in Ireland has obtained full payment of his rents by a novel expedient. To gain and to increase, his rental is upwards of £9,000 a year, and up to the end of last year he was paid with wonderful regularity, though of course, after the harvest of that and of the previous year, he made a substantial return to his tenants. In 1880 his rents were fell into arrear, and finally he received, about November, the usual epistle that until further notice no rent was to be paid. Such a course became general. (842, 1392, 968, 1583)
maori-eviction-agency: [By Telegraph.] (738, 1905, 796, 1915)
printing-title: PRINTING (22, 1516, 123, 1539)
notice-number: 284a (258, 2020, 276, 2028)
column-7 (838, 33, 986, 1583)
innings-heading: 2nd Innings. (880, 670, 930, 680)
divider (288, 1583, 416, 1586)
classified-ad: WANTED KNOWN—The LARGEST and Best Stock of Saddlery is to be found at the shop of S. STEPHENS, Tinwald. Good strong Cart Collars from 13s; Cart Winkers, 6s. 6d.; Plough Bridle hooks, &c. and all Cart Saddles and Breechens, from 30s; Reaping Machine Bridle Straps, 2s. Farmers will make a great saving by buying of S. Stephens, Saddler, Tinwald. (148, 494, 276, 614)
cruelty-heading: CRUELTY TO ANIMALS. (984, 886, 1102, 896)
mail-arrival-heading: ARRIVAL OF THE SAN FRANCISCO MAIL. (712, 1345, 822, 1365)
cable-commercial-text: London, March 7. Consols remain at 99 3/8. New Zealand securities are unchanged. Adelaide wheat ex warehouse, 50s; Adelaide flour, ex warehouse, 34s; New Zealand wheat, ex ship, 43s; Australian best tallow has advanced 1s per cwt, and is now quoted at 33s 6d; best mutton tallow remains at 35s 6d. (566, 746, 692, 851)
notice-date: Dated this first day of March, 1881. (148, 1990, 276, 2009)
classified-ad: WANTED—A smart LAD, about 13 or 14 years of age, as an apprentice. Apply, Office of this Paper. (148, 87, 276, 131)
thanks-text: I WISH to give sincere and hearty thanks to my numerous Customers for the great favours I have experienced since starting Business three months ago. Civility, constant attention, and Good Value are the things I depended upon, and I have not been disappointed. Having purchased the first and given the best value and sold gratifying result has followed. I shall continue to buy "brand best" to merit the further support of the public, and, while it cannot be supposed that I have everything in Stock—from a needle to an anchor—yet I generally the anchor, yet my Goods will be found fairly diversified. I wish to impress upon the minds of all in this sally time My just Good Fruit and grocer. My just the door on the other's store. I would also beg those who have not Balanced this or are in the habit to buy must want to endeavour to support at the NEW FRUIT AND ITALIAN WAREHOUSE, next Bank of New Zealand, East street, Ashburton. Celebrated FACKET TEAS — See advertisement and handbills. 299 (148, 1508, 276, 1841)
column-rule (836, 33, 837, 1389)
column-4 (424, 33, 558, 2111)
divider (288, 1468, 416, 1469)
maori-eviction-text: Napier, To-day. A small army of 25 men left town this morning for Waipawa to assist Mr Harding, of Mount Verne, to evict the natives from the land which he claims there. There were only eight male natives in the pah, and after a struggle, they were forced out, but soon came back again. The struggle has been going on all the morning, and both sides have had enough of it. (704, 1914, 830, 2038)
column-6 (700, 33, 834, 2038)
museum-number: 293a Hon. Sec. Industrial Exhibition. (324, 773, 416, 791)
branch-number: 751* (399, 611, 416, 619)
divider (704, 1882, 830, 1883)
cotton-meals: MEALS AT ALL HOURS. 300a (149, 2127, 275, 2136)
carstens-title: O. Carstens & Co., (19, 1341, 127, 1375)
notice-signature: MAX FRIEDLANDER. (186, 2010, 276, 2020)
school-committee-heading: ASHBURTON SCHOOL COMMITTEE (987, 33, 1099, 53)
mclaren-sub: GRAIN BROKER & SEED MERCHANT, CHRISTCHURCH, (150, 1406, 274, 1425)
match-1-heading: ASHBURTON v. MOUNT SOMERS. (846, 54, 964, 74)
great-storms-heading: GREAT STORMS (721, 1106, 813, 1146)
single-garment: A SINGLE GARMENT AT THE WHOLESALE PRICE. (289, 486, 415, 505)
mclaren-text: Has special facilities for the satisfactory disposal of Grain and Produce entrusted to him. Samples left with Mr. S. Saunders, Ashburton, will be immediately offered in the best market, and the highest value guaranteed. 258a (148, 1425, 276, 1501)
